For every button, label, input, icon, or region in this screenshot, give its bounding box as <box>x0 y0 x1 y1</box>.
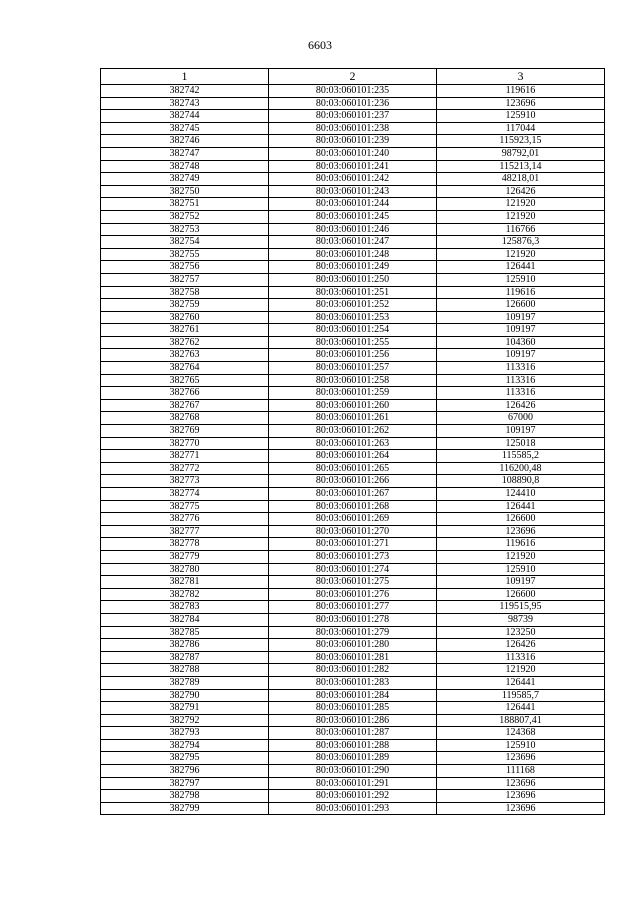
row-number-cell: 382752 <box>101 210 269 223</box>
row-number-cell: 382781 <box>101 576 269 589</box>
table-row <box>101 450 605 463</box>
table-row <box>101 475 605 488</box>
value-cell: 98792,01 <box>437 147 605 160</box>
value-cell: 123696 <box>437 790 605 803</box>
value-cell: 126441 <box>437 500 605 513</box>
table-row <box>101 790 605 803</box>
table-row <box>101 777 605 790</box>
cadastral-number-cell: 80:03:060101:282 <box>269 664 437 677</box>
value-cell: 125910 <box>437 739 605 752</box>
value-cell: 121920 <box>437 248 605 261</box>
table-row <box>101 248 605 261</box>
value-cell: 109197 <box>437 311 605 324</box>
table-row <box>101 311 605 324</box>
cadastral-number-cell: 80:03:060101:246 <box>269 223 437 236</box>
table-row <box>101 135 605 148</box>
row-number-cell: 382794 <box>101 739 269 752</box>
cadastral-number-cell: 80:03:060101:260 <box>269 399 437 412</box>
value-cell: 109197 <box>437 576 605 589</box>
row-number-cell: 382743 <box>101 97 269 110</box>
row-number-cell: 382790 <box>101 689 269 702</box>
value-cell: 126441 <box>437 261 605 274</box>
row-number-cell: 382757 <box>101 273 269 286</box>
cadastral-number-cell: 80:03:060101:238 <box>269 122 437 135</box>
row-number-cell: 382792 <box>101 714 269 727</box>
row-number-cell: 382748 <box>101 160 269 173</box>
cadastral-number-cell: 80:03:060101:243 <box>269 185 437 198</box>
value-cell: 126441 <box>437 676 605 689</box>
value-cell: 116766 <box>437 223 605 236</box>
cadastral-number-cell: 80:03:060101:242 <box>269 173 437 186</box>
column-header-2: 2 <box>269 69 437 85</box>
row-number-cell: 382779 <box>101 550 269 563</box>
table-row <box>101 185 605 198</box>
table-row <box>101 739 605 752</box>
row-number-cell: 382773 <box>101 475 269 488</box>
table-row <box>101 500 605 513</box>
table-row <box>101 550 605 563</box>
value-cell: 126600 <box>437 513 605 526</box>
table-row <box>101 437 605 450</box>
cadastral-number-cell: 80:03:060101:293 <box>269 802 437 815</box>
table-row <box>101 387 605 400</box>
cadastral-number-cell: 80:03:060101:241 <box>269 160 437 173</box>
value-cell: 117044 <box>437 122 605 135</box>
cadastral-number-cell: 80:03:060101:251 <box>269 286 437 299</box>
cadastral-number-cell: 80:03:060101:290 <box>269 765 437 778</box>
cadastral-number-cell: 80:03:060101:292 <box>269 790 437 803</box>
value-cell: 125910 <box>437 563 605 576</box>
table-row <box>101 273 605 286</box>
table-row <box>101 236 605 249</box>
cadastral-number-cell: 80:03:060101:252 <box>269 299 437 312</box>
value-cell: 125910 <box>437 273 605 286</box>
column-header-3: 3 <box>437 69 605 85</box>
cadastral-number-cell: 80:03:060101:280 <box>269 639 437 652</box>
value-cell: 109197 <box>437 324 605 337</box>
row-number-cell: 382793 <box>101 727 269 740</box>
row-number-cell: 382756 <box>101 261 269 274</box>
row-number-cell: 382755 <box>101 248 269 261</box>
row-number-cell: 382774 <box>101 488 269 501</box>
table-row <box>101 727 605 740</box>
cadastral-number-cell: 80:03:060101:249 <box>269 261 437 274</box>
table-row <box>101 576 605 589</box>
value-cell: 121920 <box>437 664 605 677</box>
cadastral-number-cell: 80:03:060101:285 <box>269 702 437 715</box>
row-number-cell: 382795 <box>101 752 269 765</box>
table-row <box>101 362 605 375</box>
table-row <box>101 676 605 689</box>
table-row <box>101 601 605 614</box>
cadastral-number-cell: 80:03:060101:253 <box>269 311 437 324</box>
cadastral-number-cell: 80:03:060101:255 <box>269 336 437 349</box>
row-number-cell: 382761 <box>101 324 269 337</box>
cadastral-number-cell: 80:03:060101:277 <box>269 601 437 614</box>
cadastral-number-cell: 80:03:060101:248 <box>269 248 437 261</box>
cadastral-number-cell: 80:03:060101:268 <box>269 500 437 513</box>
table-body <box>101 85 605 815</box>
cadastral-number-cell: 80:03:060101:265 <box>269 462 437 475</box>
value-cell: 119585,7 <box>437 689 605 702</box>
table-row <box>101 210 605 223</box>
table-row <box>101 639 605 652</box>
cadastral-number-cell: 80:03:060101:287 <box>269 727 437 740</box>
table-row <box>101 324 605 337</box>
value-cell: 119616 <box>437 85 605 98</box>
cadastral-number-cell: 80:03:060101:267 <box>269 488 437 501</box>
cadastral-number-cell: 80:03:060101:291 <box>269 777 437 790</box>
row-number-cell: 382798 <box>101 790 269 803</box>
value-cell: 126426 <box>437 399 605 412</box>
value-cell: 126600 <box>437 299 605 312</box>
value-cell: 125876,3 <box>437 236 605 249</box>
cadastral-number-cell: 80:03:060101:239 <box>269 135 437 148</box>
value-cell: 125910 <box>437 110 605 123</box>
value-cell: 119616 <box>437 286 605 299</box>
value-cell: 121920 <box>437 210 605 223</box>
value-cell: 115585,2 <box>437 450 605 463</box>
row-number-cell: 382789 <box>101 676 269 689</box>
cadastral-number-cell: 80:03:060101:275 <box>269 576 437 589</box>
row-number-cell: 382751 <box>101 198 269 211</box>
row-number-cell: 382766 <box>101 387 269 400</box>
cadastral-number-cell: 80:03:060101:266 <box>269 475 437 488</box>
value-cell: 126426 <box>437 639 605 652</box>
row-number-cell: 382762 <box>101 336 269 349</box>
header-row <box>101 69 605 85</box>
value-cell: 98739 <box>437 613 605 626</box>
value-cell: 126600 <box>437 588 605 601</box>
table-row <box>101 160 605 173</box>
cadastral-number-cell: 80:03:060101:247 <box>269 236 437 249</box>
cadastral-number-cell: 80:03:060101:254 <box>269 324 437 337</box>
cadastral-number-cell: 80:03:060101:240 <box>269 147 437 160</box>
cadastral-number-cell: 80:03:060101:281 <box>269 651 437 664</box>
cadastral-number-cell: 80:03:060101:271 <box>269 538 437 551</box>
row-number-cell: 382791 <box>101 702 269 715</box>
row-number-cell: 382788 <box>101 664 269 677</box>
table-row <box>101 336 605 349</box>
row-number-cell: 382785 <box>101 626 269 639</box>
row-number-cell: 382797 <box>101 777 269 790</box>
cadastral-number-cell: 80:03:060101:237 <box>269 110 437 123</box>
cadastral-number-cell: 80:03:060101:279 <box>269 626 437 639</box>
row-number-cell: 382786 <box>101 639 269 652</box>
cadastral-number-cell: 80:03:060101:269 <box>269 513 437 526</box>
table-row <box>101 588 605 601</box>
column-header-1: 1 <box>101 69 269 85</box>
row-number-cell: 382778 <box>101 538 269 551</box>
table-row <box>101 462 605 475</box>
value-cell: 109197 <box>437 349 605 362</box>
table-row <box>101 110 605 123</box>
row-number-cell: 382750 <box>101 185 269 198</box>
value-cell: 123250 <box>437 626 605 639</box>
row-number-cell: 382760 <box>101 311 269 324</box>
cadastral-number-cell: 80:03:060101:257 <box>269 362 437 375</box>
table-row <box>101 752 605 765</box>
row-number-cell: 382787 <box>101 651 269 664</box>
value-cell: 108890,8 <box>437 475 605 488</box>
cadastral-number-cell: 80:03:060101:286 <box>269 714 437 727</box>
cadastral-number-cell: 80:03:060101:258 <box>269 374 437 387</box>
cadastral-number-cell: 80:03:060101:236 <box>269 97 437 110</box>
table-row <box>101 198 605 211</box>
row-number-cell: 382782 <box>101 588 269 601</box>
table-row <box>101 286 605 299</box>
value-cell: 124368 <box>437 727 605 740</box>
cadastral-number-cell: 80:03:060101:262 <box>269 425 437 438</box>
value-cell: 111168 <box>437 765 605 778</box>
value-cell: 113316 <box>437 651 605 664</box>
value-cell: 126441 <box>437 702 605 715</box>
value-cell: 119515,95 <box>437 601 605 614</box>
cadastral-number-cell: 80:03:060101:283 <box>269 676 437 689</box>
value-cell: 113316 <box>437 374 605 387</box>
value-cell: 126426 <box>437 185 605 198</box>
value-cell: 123696 <box>437 802 605 815</box>
table-row <box>101 714 605 727</box>
value-cell: 123696 <box>437 97 605 110</box>
value-cell: 123696 <box>437 525 605 538</box>
table-row <box>101 651 605 664</box>
value-cell: 123696 <box>437 752 605 765</box>
table-header <box>101 69 605 85</box>
table-row <box>101 425 605 438</box>
table-row <box>101 765 605 778</box>
table-row <box>101 261 605 274</box>
table-row <box>101 412 605 425</box>
value-cell: 119616 <box>437 538 605 551</box>
value-cell: 115923,15 <box>437 135 605 148</box>
value-cell: 123696 <box>437 777 605 790</box>
table-row <box>101 374 605 387</box>
cadastral-number-cell: 80:03:060101:250 <box>269 273 437 286</box>
table-row <box>101 399 605 412</box>
table-row <box>101 299 605 312</box>
value-cell: 188807,41 <box>437 714 605 727</box>
cadastral-number-cell: 80:03:060101:270 <box>269 525 437 538</box>
row-number-cell: 382754 <box>101 236 269 249</box>
table-row <box>101 488 605 501</box>
table-row <box>101 702 605 715</box>
row-number-cell: 382780 <box>101 563 269 576</box>
row-number-cell: 382771 <box>101 450 269 463</box>
cadastral-number-cell: 80:03:060101:274 <box>269 563 437 576</box>
table-row <box>101 122 605 135</box>
value-cell: 124410 <box>437 488 605 501</box>
table-row <box>101 802 605 815</box>
cadastral-number-cell: 80:03:060101:288 <box>269 739 437 752</box>
row-number-cell: 382763 <box>101 349 269 362</box>
cadastral-number-cell: 80:03:060101:244 <box>269 198 437 211</box>
row-number-cell: 382753 <box>101 223 269 236</box>
table-row <box>101 664 605 677</box>
table-row <box>101 563 605 576</box>
row-number-cell: 382765 <box>101 374 269 387</box>
value-cell: 104360 <box>437 336 605 349</box>
row-number-cell: 382776 <box>101 513 269 526</box>
row-number-cell: 382796 <box>101 765 269 778</box>
value-cell: 113316 <box>437 387 605 400</box>
value-cell: 116200,48 <box>437 462 605 475</box>
row-number-cell: 382769 <box>101 425 269 438</box>
row-number-cell: 382775 <box>101 500 269 513</box>
cadastral-number-cell: 80:03:060101:264 <box>269 450 437 463</box>
cadastral-number-cell: 80:03:060101:256 <box>269 349 437 362</box>
table-row <box>101 147 605 160</box>
row-number-cell: 382768 <box>101 412 269 425</box>
row-number-cell: 382783 <box>101 601 269 614</box>
value-cell: 115213,14 <box>437 160 605 173</box>
table-row <box>101 538 605 551</box>
row-number-cell: 382770 <box>101 437 269 450</box>
value-cell: 121920 <box>437 198 605 211</box>
value-cell: 109197 <box>437 425 605 438</box>
row-number-cell: 382772 <box>101 462 269 475</box>
table-row <box>101 525 605 538</box>
row-number-cell: 382747 <box>101 147 269 160</box>
cadastral-number-cell: 80:03:060101:263 <box>269 437 437 450</box>
cadastral-number-cell: 80:03:060101:235 <box>269 85 437 98</box>
row-number-cell: 382799 <box>101 802 269 815</box>
table-row <box>101 626 605 639</box>
row-number-cell: 382764 <box>101 362 269 375</box>
data-table <box>100 68 605 815</box>
value-cell: 121920 <box>437 550 605 563</box>
value-cell: 67000 <box>437 412 605 425</box>
row-number-cell: 382742 <box>101 85 269 98</box>
value-cell: 48218,01 <box>437 173 605 186</box>
row-number-cell: 382745 <box>101 122 269 135</box>
cadastral-number-cell: 80:03:060101:259 <box>269 387 437 400</box>
row-number-cell: 382758 <box>101 286 269 299</box>
table-row <box>101 613 605 626</box>
cadastral-number-cell: 80:03:060101:261 <box>269 412 437 425</box>
row-number-cell: 382744 <box>101 110 269 123</box>
table-row <box>101 689 605 702</box>
row-number-cell: 382784 <box>101 613 269 626</box>
value-cell: 125018 <box>437 437 605 450</box>
table-row <box>101 223 605 236</box>
cadastral-number-cell: 80:03:060101:273 <box>269 550 437 563</box>
row-number-cell: 382749 <box>101 173 269 186</box>
row-number-cell: 382767 <box>101 399 269 412</box>
row-number-cell: 382777 <box>101 525 269 538</box>
page-number: 6603 <box>308 38 332 52</box>
table-row <box>101 349 605 362</box>
table-row <box>101 97 605 110</box>
cadastral-number-cell: 80:03:060101:245 <box>269 210 437 223</box>
value-cell: 113316 <box>437 362 605 375</box>
cadastral-number-cell: 80:03:060101:289 <box>269 752 437 765</box>
table-row <box>101 173 605 186</box>
table-row <box>101 85 605 98</box>
row-number-cell: 382746 <box>101 135 269 148</box>
table-row <box>101 513 605 526</box>
row-number-cell: 382759 <box>101 299 269 312</box>
cadastral-number-cell: 80:03:060101:276 <box>269 588 437 601</box>
cadastral-number-cell: 80:03:060101:284 <box>269 689 437 702</box>
cadastral-number-cell: 80:03:060101:278 <box>269 613 437 626</box>
